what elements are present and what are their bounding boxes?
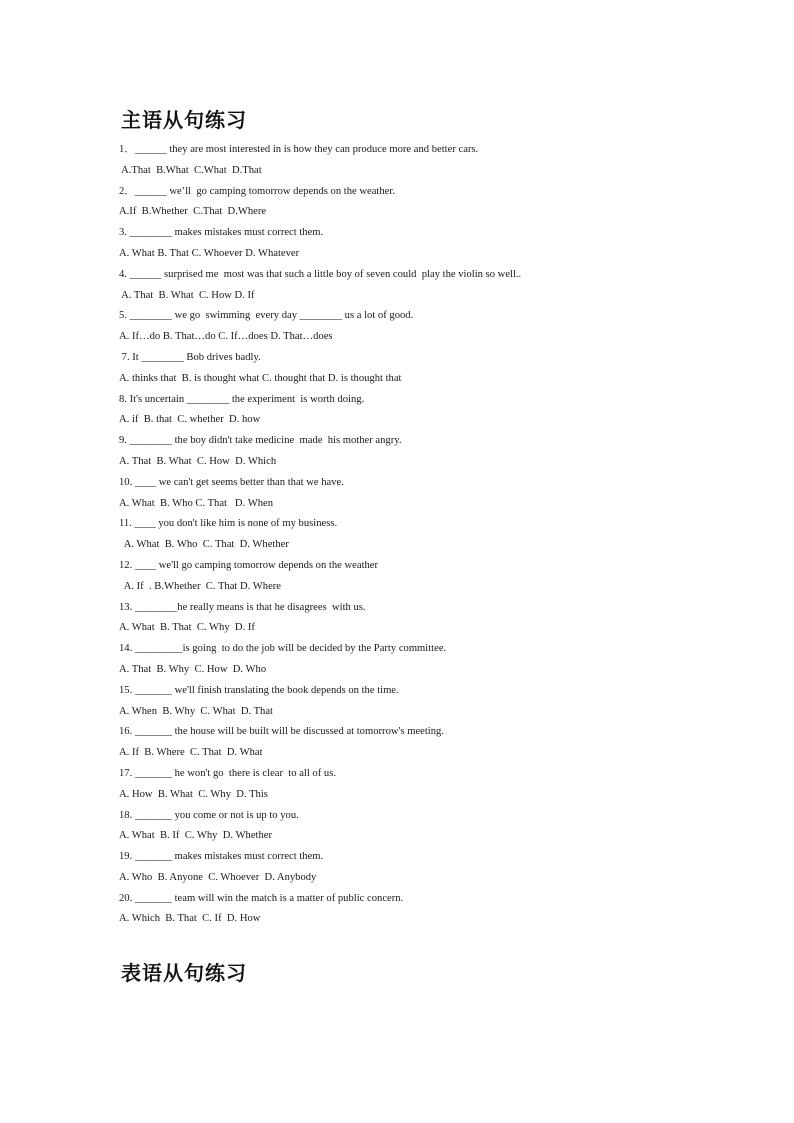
- answer-options: A. If…do B. That…do C. If…does D. That…does: [119, 331, 333, 343]
- answer-options: A.That B.What C.What D.That: [119, 164, 262, 176]
- answer-options: A. That B. What C. How D. Which: [119, 455, 277, 467]
- answer-options: A. Which B. That C. If D. How: [119, 913, 261, 925]
- question-text: 20. _______ team will win the match is a matter of public concern.: [119, 892, 404, 904]
- answer-options: A.If B.Whether C.That D.Where: [119, 206, 267, 218]
- answer-options: A. What B. Who C. That D. Whether: [119, 539, 289, 551]
- section-title-predicative-clause: 表语从句练习: [121, 961, 247, 985]
- question-text: 19. _______ makes mistakes must correct them.: [119, 851, 324, 863]
- answer-options: A. If B. Where C. That D. What: [119, 747, 263, 759]
- question-text: 2．______ we’ll go camping tomorrow depends on the weather.: [119, 185, 395, 197]
- answer-options: A. What B. That C. Whoever D. Whatever: [119, 247, 300, 259]
- answer-options: A. What B. That C. Why D. If: [119, 622, 255, 634]
- question-text: 11. ____ you don't like him is none of my business.: [119, 518, 338, 530]
- answer-options: A. What B. Who C. That D. When: [119, 497, 273, 509]
- question-text: 16. _______ the house will be built will be discussed at tomorrow's meeting.: [119, 726, 444, 738]
- question-text: 10. ____ we can't get seems better than that we have.: [119, 476, 344, 488]
- answer-options: A. How B. What C. Why D. This: [119, 788, 268, 800]
- question-text: 13. ________he really means is that he disagrees with us.: [119, 601, 366, 613]
- question-text: 8. It's uncertain ________ the experiment is worth doing.: [119, 393, 365, 405]
- question-text: 14. _________is going to do the job will be decided by the Party committee.: [119, 643, 447, 655]
- question-text: 1．______ they are most interested in is how they can produce more and better cars.: [119, 144, 479, 155]
- question-text: 17. _______ he won't go there is clear to all of us.: [119, 767, 336, 779]
- question-text: 7. It ________ Bob drives badly.: [119, 351, 261, 363]
- question-text: 18. _______ you come or not is up to you.: [119, 809, 299, 821]
- answer-options: A. That B. What C. How D. If: [119, 289, 255, 301]
- question-list: [119, 140, 759, 930]
- question-text: 4. ______ surprised me most was that such a little boy of seven could play the violin so well..: [119, 268, 522, 280]
- answer-options: A. if B. that C. whether D. how: [119, 414, 261, 426]
- question-text: 9. ________ the boy didn't take medicine made his mother angry.: [119, 435, 402, 447]
- section-title-subject-clause: 主语从句练习: [121, 108, 247, 132]
- answer-options: A. Who B. Anyone C. Whoever D. Anybody: [119, 871, 317, 883]
- question-text: 12. ____ we'll go camping tomorrow depends on the weather: [119, 559, 379, 571]
- question-text: 3. ________ makes mistakes must correct them.: [119, 227, 324, 239]
- answer-options: A. When B. Why C. What D. That: [119, 705, 273, 717]
- question-text: 15. _______ we'll finish translating the book depends on the time.: [119, 684, 399, 696]
- answer-options: A. If . B.Whether C. That D. Where: [119, 580, 282, 592]
- answer-options: A. What B. If C. Why D. Whether: [119, 830, 272, 842]
- answer-options: A. That B. Why C. How D. Who: [119, 663, 267, 675]
- question-text: 5. ________ we go swimming every day ________ us a lot of good.: [119, 310, 414, 322]
- answer-options: A. thinks that B. is thought what C. thought that D. is thought that: [119, 372, 402, 384]
